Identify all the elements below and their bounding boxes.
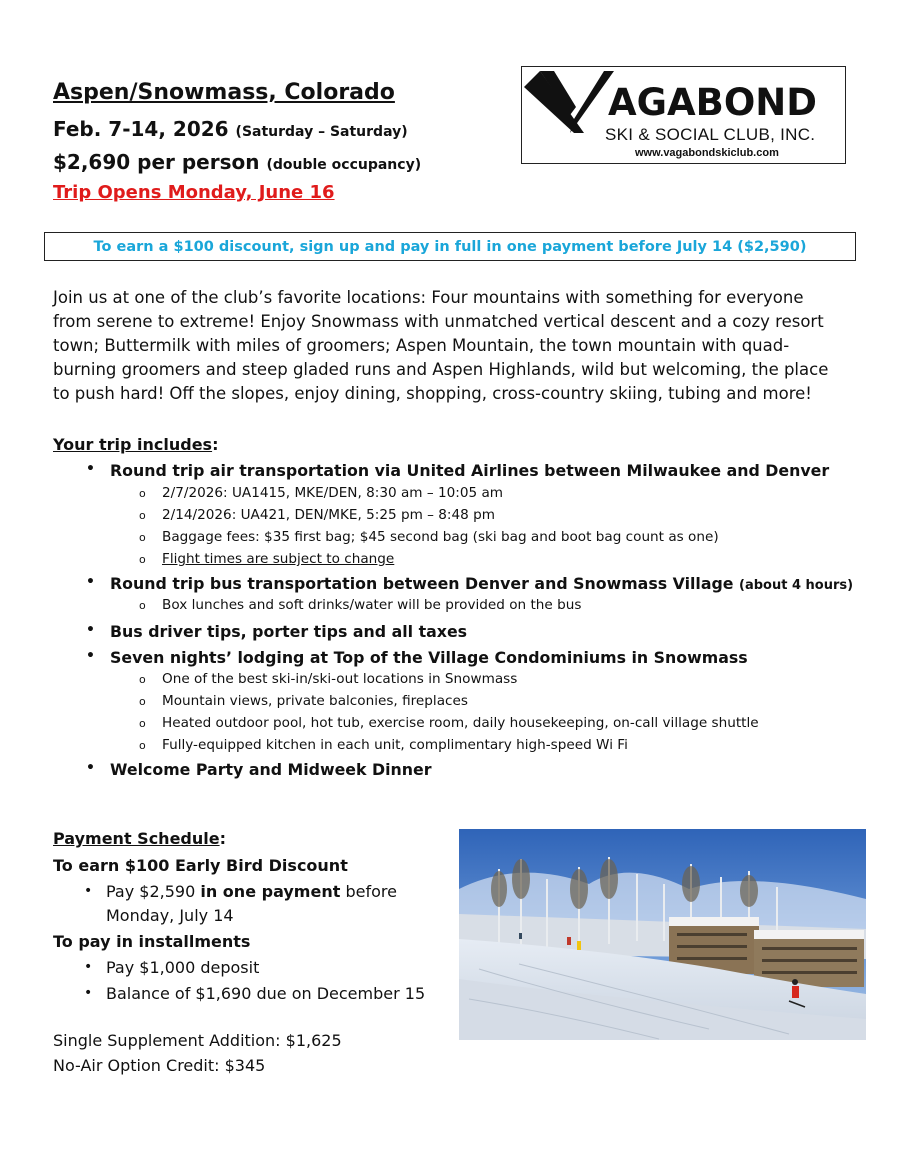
early-bird-item — [106, 882, 397, 901]
sub-bullet-icon: o — [139, 739, 146, 752]
dates-text: Feb. 7-14, 2026 — [53, 117, 229, 141]
snowmass-photo — [459, 829, 866, 1040]
include-subitem: Baggage fees: $35 first bag; $45 second bag (ski bag and boot bag count as one) — [162, 529, 719, 545]
include-subitem: Box lunches and soft drinks/water will be provided on the bus — [162, 597, 582, 613]
sub-bullet-icon: o — [139, 487, 146, 500]
bullet-icon: • — [84, 985, 93, 1001]
include-subitem: Flight times are subject to change — [162, 551, 395, 567]
sub-bullet-icon: o — [139, 599, 146, 612]
intro-line: to push hard! Off the slopes, enjoy dining, shopping, cross-country skiing, tubing and more! — [53, 384, 812, 403]
discount-text: To earn a $100 discount, sign up and pay in full in one payment before July 14 ($2,590) — [93, 238, 807, 255]
intro-line: Join us at one of the club’s favorite locations: Four mountains with something for everyone — [53, 288, 804, 307]
early-pre: Pay $2,590 — [106, 882, 201, 901]
include-item: Round trip air transportation via United Airlines between Milwaukee and Denver — [110, 461, 830, 480]
sub-bullet-icon: o — [139, 673, 146, 686]
bullet-icon: • — [86, 622, 95, 638]
logo-wordmark: AGABOND — [608, 81, 817, 124]
no-air-credit: No-Air Option Credit: $345 — [53, 1056, 266, 1075]
include-subitem: One of the best ski-in/ski-out locations in Snowmass — [162, 671, 518, 687]
sub-bullet-icon: o — [139, 509, 146, 522]
include-item: Bus driver tips, porter tips and all taxes — [110, 622, 468, 641]
bullet-icon: • — [86, 760, 95, 776]
payment-heading-text: Payment Schedule — [53, 829, 220, 848]
include-item: Seven nights’ lodging at Top of the Village Condominiums in Snowmass — [110, 648, 748, 667]
include-subitem: 2/14/2026: UA421, DEN/MKE, 5:25 pm – 8:48 pm — [162, 507, 495, 523]
bullet-icon: • — [86, 574, 95, 590]
includes-heading-text: Your trip includes — [53, 435, 213, 454]
vagabond-logo — [521, 66, 846, 164]
include-subitem: Mountain views, private balconies, fireplaces — [162, 693, 468, 709]
trip-opens: Trip Opens Monday, June 16 — [53, 182, 335, 203]
trip-title: Aspen/Snowmass, Colorado — [53, 80, 395, 105]
bullet-icon: • — [86, 648, 95, 664]
bullet-icon: • — [84, 883, 93, 899]
sub-bullet-icon: o — [139, 695, 146, 708]
ski-slope-image — [459, 829, 866, 1040]
include-item-text: Round trip bus transportation between Denver and Snowmass Village — [110, 574, 734, 593]
payment-heading — [53, 829, 226, 848]
early-bold: in one payment — [200, 882, 341, 901]
early-bird-heading: To earn $100 Early Bird Discount — [53, 856, 348, 875]
include-item: Welcome Party and Midweek Dinner — [110, 760, 432, 779]
bullet-icon: • — [86, 461, 95, 477]
sub-bullet-icon: o — [139, 553, 146, 566]
price-text: $2,690 per person — [53, 150, 260, 174]
include-subitem: Fully-equipped kitchen in each unit, complimentary high-speed Wi Fi — [162, 737, 628, 753]
include-item — [110, 574, 853, 593]
installments-heading: To pay in installments — [53, 932, 251, 951]
installment-item: Pay $1,000 deposit — [106, 958, 260, 977]
include-item-note: (about 4 hours) — [739, 578, 854, 593]
dates-note: (Saturday – Saturday) — [235, 124, 408, 140]
logo-subtitle: SKI & SOCIAL CLUB, INC. — [605, 125, 816, 144]
bullet-icon: • — [84, 959, 93, 975]
includes-heading-colon: : — [212, 435, 219, 454]
intro-paragraph — [53, 286, 853, 406]
intro-line: burning groomers and steep gladed runs and Aspen Highlands, wild but welcoming, the place — [53, 360, 829, 379]
logo-url: www.vagabondskiclub.com — [635, 147, 779, 159]
intro-line: from serene to extreme! Enjoy Snowmass with unmatched vertical descent and a cozy resort — [53, 312, 824, 331]
payment-heading-colon: : — [219, 829, 226, 848]
include-subitem: 2/7/2026: UA1415, MKE/DEN, 8:30 am – 10:05 am — [162, 485, 504, 501]
early-bird-item-line2: Monday, July 14 — [106, 906, 234, 925]
include-subitem: Heated outdoor pool, hot tub, exercise room, daily housekeeping, on-call village shuttle — [162, 715, 759, 731]
logo-v-mark-icon — [522, 67, 617, 137]
discount-banner — [44, 232, 856, 261]
sub-bullet-icon: o — [139, 531, 146, 544]
trip-price — [53, 150, 421, 174]
trip-dates — [53, 117, 408, 141]
installment-item: Balance of $1,690 due on December 15 — [106, 984, 426, 1003]
early-post: before — [340, 882, 397, 901]
includes-heading — [53, 435, 218, 454]
single-supplement: Single Supplement Addition: $1,625 — [53, 1031, 342, 1050]
intro-line: town; Buttermilk with miles of groomers; Aspen Mountain, the town mountain with quad- — [53, 336, 790, 355]
price-note: (double occupancy) — [266, 157, 422, 173]
sub-bullet-icon: o — [139, 717, 146, 730]
